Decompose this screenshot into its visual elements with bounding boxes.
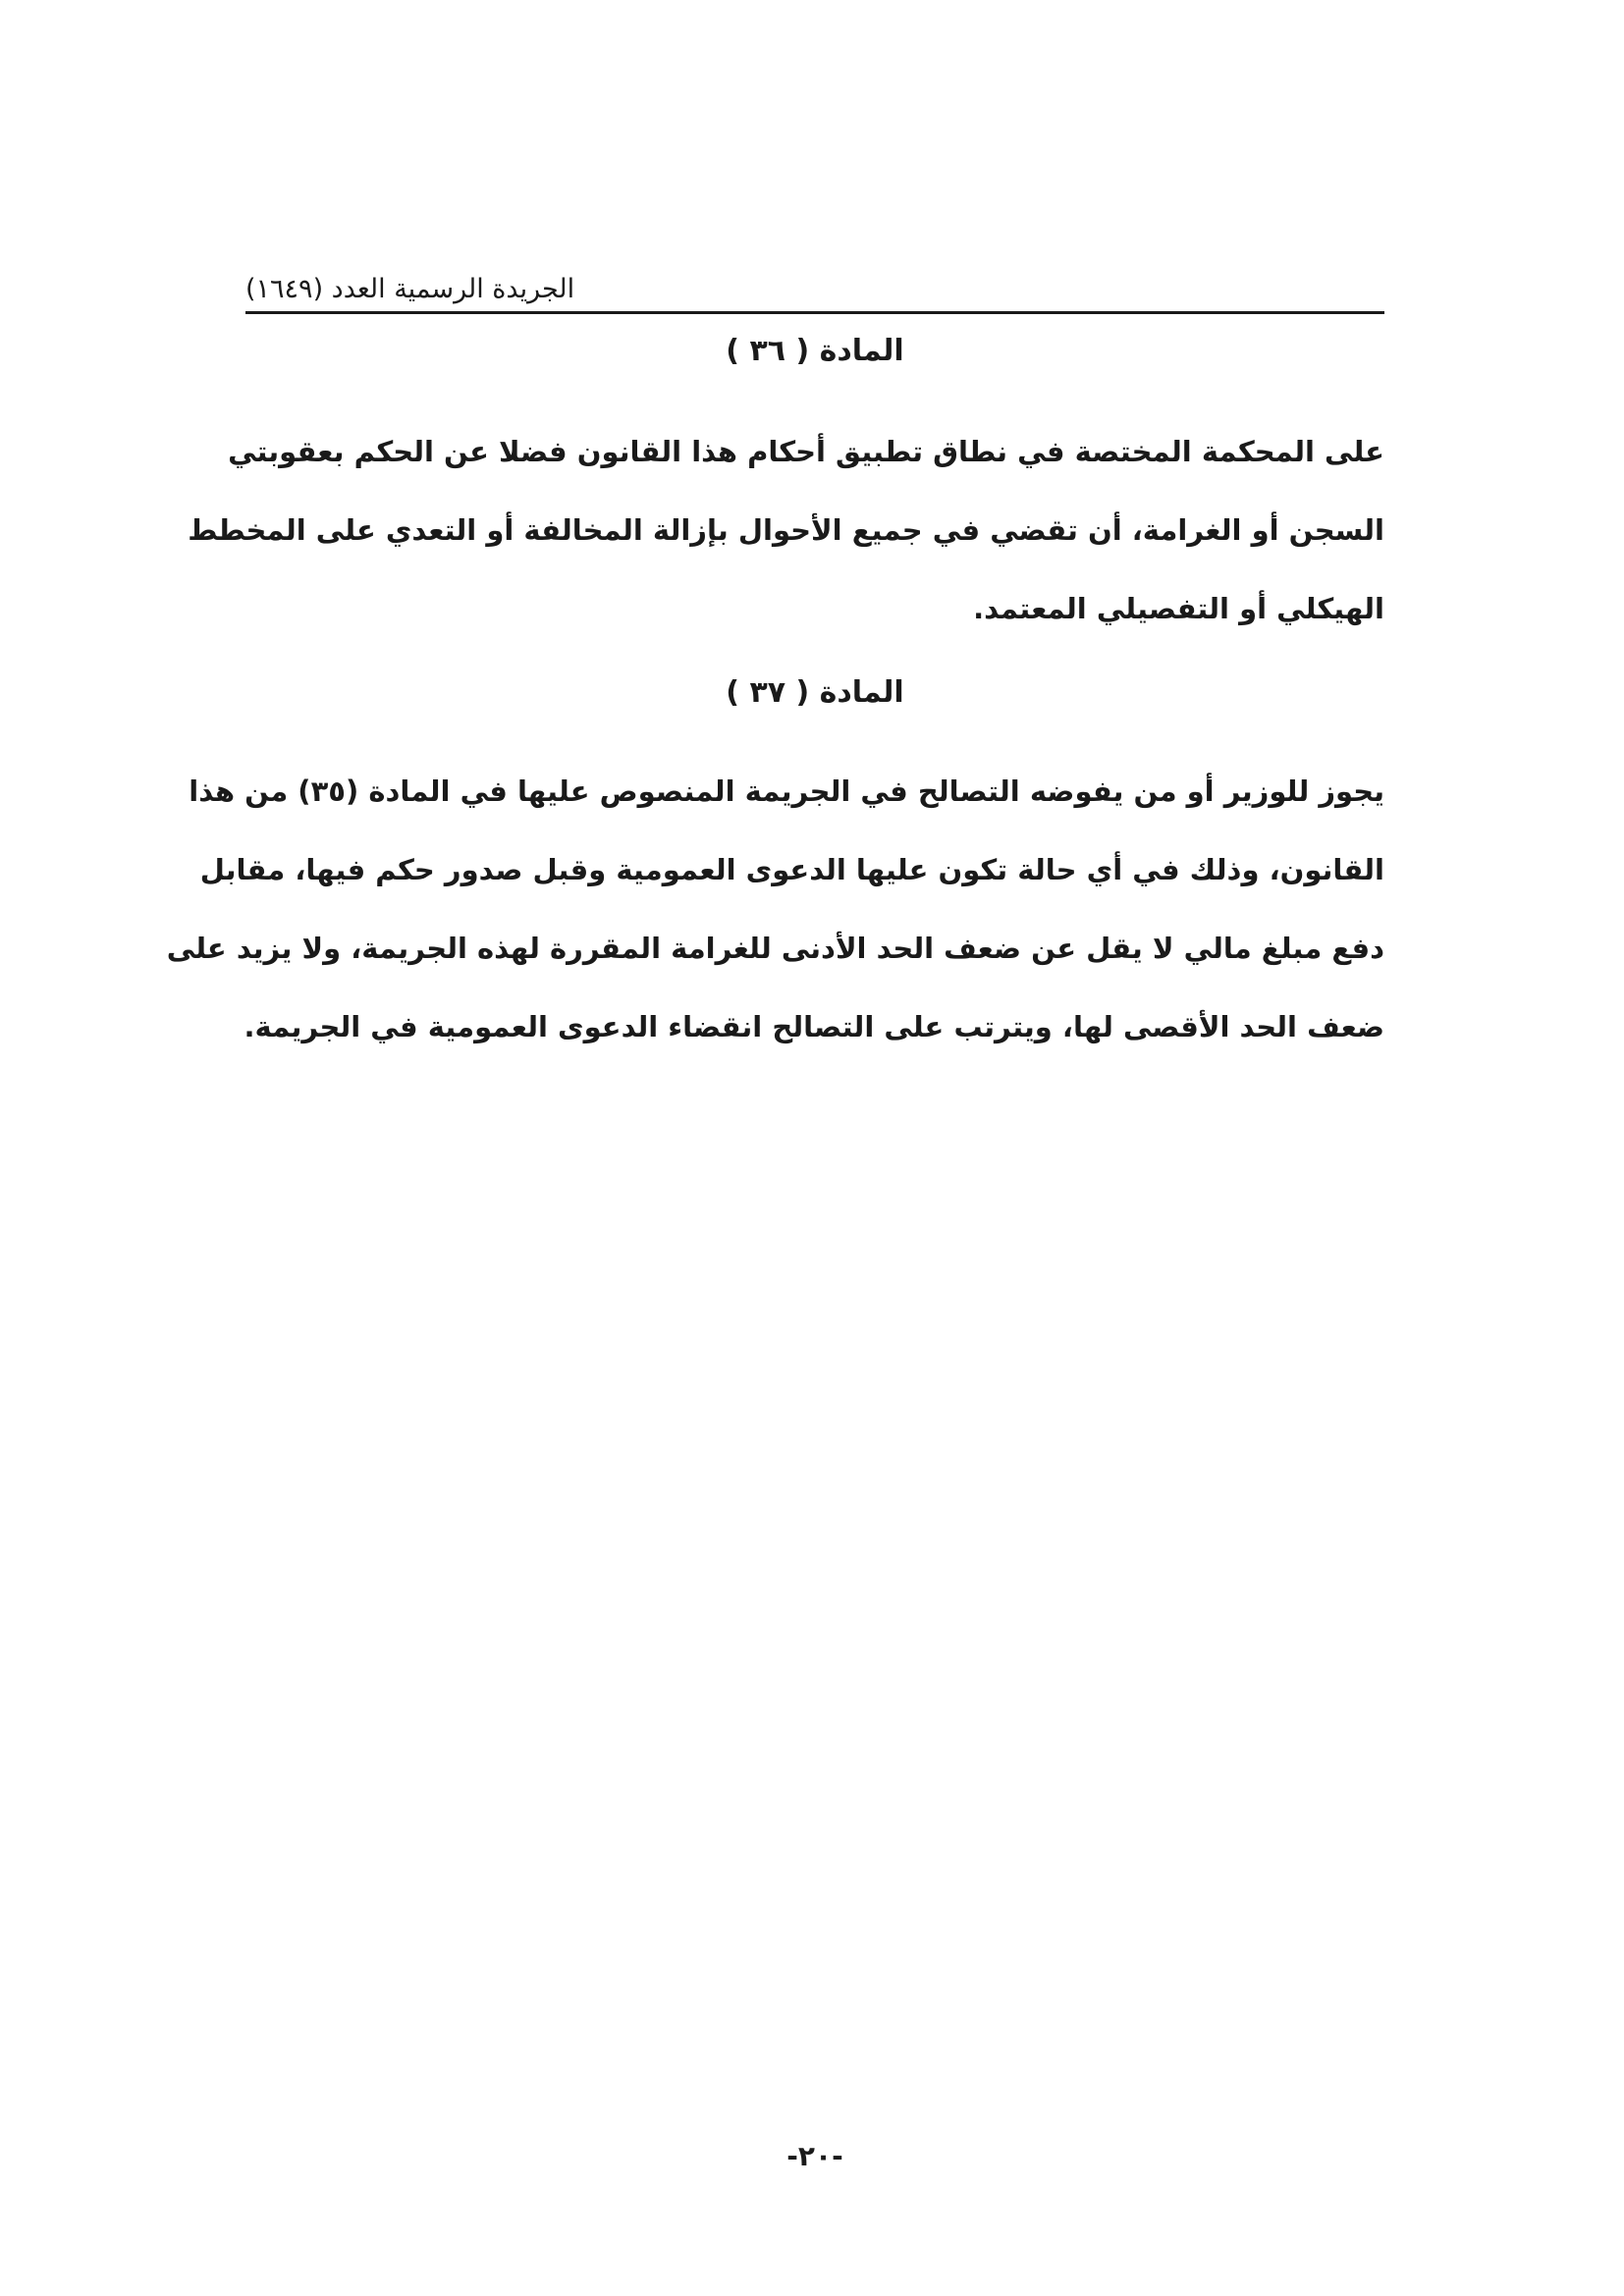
document-page <box>166 0 1384 2296</box>
article-37-body <box>166 752 1384 1066</box>
article-36-body <box>188 412 1384 648</box>
article-36-heading: المادة ( ٣٦ ) <box>726 334 904 368</box>
header-divider <box>245 311 1384 314</box>
page-number: -٢٠- <box>786 2140 843 2172</box>
gazette-header-title: الجريدة الرسمية العدد (١٦٤٩) <box>245 274 575 304</box>
article-37-heading: المادة ( ٣٧ ) <box>726 675 904 710</box>
article-37-line: القانون، وذلك في أي حالة تكون عليها الدعوى العمومية وقبل صدور حكم فيها، مقابل <box>199 853 1384 886</box>
article-37-line: دفع مبلغ مالي لا يقل عن ضعف الحد الأدنى للغرامة المقررة لهذه الجريمة، ولا يزيد على <box>166 932 1384 965</box>
article-36-line: الهيكلي أو التفصيلي المعتمد. <box>973 592 1384 625</box>
article-37-line: يجوز للوزير أو من يفوضه التصالح في الجريمة المنصوص عليها في المادة (٣٥) من هذا <box>189 774 1384 808</box>
article-36-line: على المحكمة المختصة في نطاق تطبيق أحكام هذا القانون فضلا عن الحكم بعقوبتي <box>228 435 1384 468</box>
page-header <box>245 257 1384 304</box>
article-36-line: السجن أو الغرامة، أن تقضي في جميع الأحوال بإزالة المخالفة أو التعدي على المخطط <box>188 513 1384 547</box>
article-37-line: ضعف الحد الأقصى لها، ويترتب على التصالح انقضاء الدعوى العمومية في الجريمة. <box>244 1010 1384 1043</box>
